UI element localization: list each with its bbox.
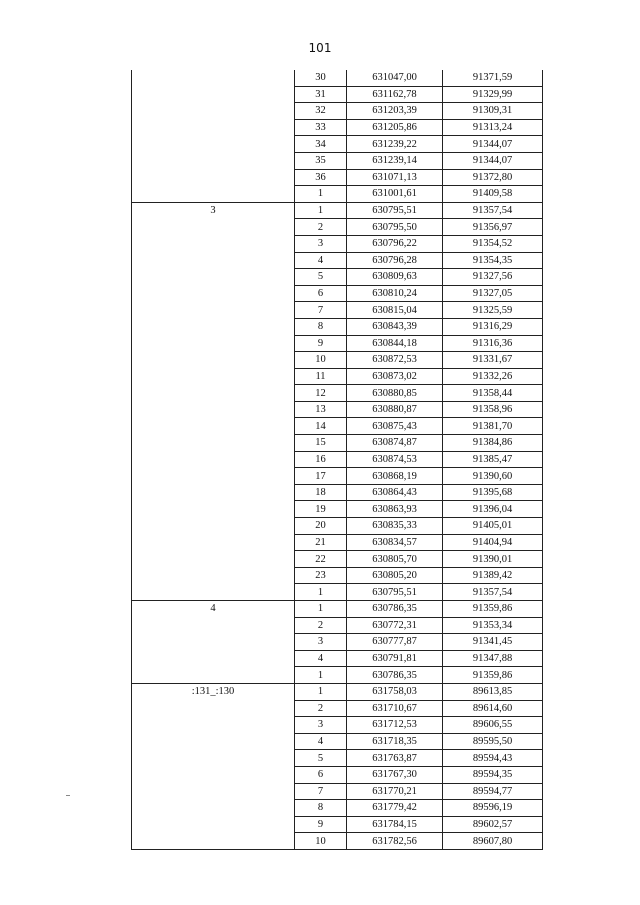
point-number-cell: 19 xyxy=(295,501,347,518)
point-number-cell: 21 xyxy=(295,534,347,551)
point-number-cell: 35 xyxy=(295,152,347,169)
point-number-cell: 32 xyxy=(295,103,347,120)
point-number-cell: 3 xyxy=(295,235,347,252)
point-number-cell: 33 xyxy=(295,119,347,136)
y-coordinate-cell: 89594,43 xyxy=(443,750,543,767)
y-coordinate-cell: 91358,96 xyxy=(443,401,543,418)
x-coordinate-cell: 630805,20 xyxy=(347,567,443,584)
point-number-cell: 3 xyxy=(295,717,347,734)
x-coordinate-cell: 631710,67 xyxy=(347,700,443,717)
y-coordinate-cell: 91390,01 xyxy=(443,551,543,568)
y-coordinate-cell: 91354,52 xyxy=(443,235,543,252)
point-number-cell: 7 xyxy=(295,302,347,319)
point-number-cell: 8 xyxy=(295,318,347,335)
x-coordinate-cell: 630835,33 xyxy=(347,518,443,535)
y-coordinate-cell: 91354,35 xyxy=(443,252,543,269)
y-coordinate-cell: 91371,59 xyxy=(443,70,543,86)
point-number-cell: 9 xyxy=(295,816,347,833)
point-number-cell: 4 xyxy=(295,733,347,750)
point-number-cell: 3 xyxy=(295,634,347,651)
table-row xyxy=(132,601,543,618)
x-coordinate-cell: 630872,53 xyxy=(347,352,443,369)
x-coordinate-cell: 631779,42 xyxy=(347,800,443,817)
point-number-cell: 4 xyxy=(295,650,347,667)
x-coordinate-cell: 630809,63 xyxy=(347,269,443,286)
x-coordinate-cell: 630795,51 xyxy=(347,202,443,219)
x-coordinate-cell: 630844,18 xyxy=(347,335,443,352)
point-number-cell: 31 xyxy=(295,86,347,103)
coordinates-table-body xyxy=(132,70,543,849)
y-coordinate-cell: 91327,05 xyxy=(443,285,543,302)
y-coordinate-cell: 91344,07 xyxy=(443,152,543,169)
page-number: 101 xyxy=(308,41,332,55)
x-coordinate-cell: 630874,87 xyxy=(347,435,443,452)
y-coordinate-cell: 91313,24 xyxy=(443,119,543,136)
parcel-label-cell: 4 xyxy=(132,601,295,684)
point-number-cell: 34 xyxy=(295,136,347,153)
x-coordinate-cell: 630880,85 xyxy=(347,385,443,402)
y-coordinate-cell: 91316,36 xyxy=(443,335,543,352)
point-number-cell: 6 xyxy=(295,285,347,302)
y-coordinate-cell: 91309,31 xyxy=(443,103,543,120)
x-coordinate-cell: 630875,43 xyxy=(347,418,443,435)
point-number-cell: 1 xyxy=(295,601,347,618)
coordinates-table-container xyxy=(131,70,542,850)
y-coordinate-cell: 89595,50 xyxy=(443,733,543,750)
point-number-cell: 5 xyxy=(295,750,347,767)
y-coordinate-cell: 89607,80 xyxy=(443,833,543,850)
parcel-label-cell: :131_:130 xyxy=(132,683,295,849)
x-coordinate-cell: 631767,30 xyxy=(347,766,443,783)
x-coordinate-cell: 630863,93 xyxy=(347,501,443,518)
parcel-label-cell: 3 xyxy=(132,202,295,600)
point-number-cell: 5 xyxy=(295,269,347,286)
x-coordinate-cell: 631162,78 xyxy=(347,86,443,103)
y-coordinate-cell: 91356,97 xyxy=(443,219,543,236)
x-coordinate-cell: 631782,56 xyxy=(347,833,443,850)
y-coordinate-cell: 91404,94 xyxy=(443,534,543,551)
y-coordinate-cell: 91396,04 xyxy=(443,501,543,518)
coordinates-table xyxy=(131,70,543,850)
point-number-cell: 1 xyxy=(295,584,347,601)
x-coordinate-cell: 631770,21 xyxy=(347,783,443,800)
y-coordinate-cell: 91327,56 xyxy=(443,269,543,286)
x-coordinate-cell: 630791,81 xyxy=(347,650,443,667)
x-coordinate-cell: 630868,19 xyxy=(347,468,443,485)
x-coordinate-cell: 630796,28 xyxy=(347,252,443,269)
point-number-cell: 1 xyxy=(295,683,347,700)
x-coordinate-cell: 630834,57 xyxy=(347,534,443,551)
x-coordinate-cell: 630786,35 xyxy=(347,601,443,618)
y-coordinate-cell: 89596,19 xyxy=(443,800,543,817)
y-coordinate-cell: 89602,57 xyxy=(443,816,543,833)
y-coordinate-cell: 91384,86 xyxy=(443,435,543,452)
y-coordinate-cell: 91331,67 xyxy=(443,352,543,369)
x-coordinate-cell: 630786,35 xyxy=(347,667,443,684)
x-coordinate-cell: 630772,31 xyxy=(347,617,443,634)
x-coordinate-cell: 631239,14 xyxy=(347,152,443,169)
point-number-cell: 4 xyxy=(295,252,347,269)
y-coordinate-cell: 91332,26 xyxy=(443,368,543,385)
point-number-cell: 11 xyxy=(295,368,347,385)
point-number-cell: 14 xyxy=(295,418,347,435)
x-coordinate-cell: 630777,87 xyxy=(347,634,443,651)
x-coordinate-cell: 630880,87 xyxy=(347,401,443,418)
x-coordinate-cell: 631718,35 xyxy=(347,733,443,750)
y-coordinate-cell: 89606,55 xyxy=(443,717,543,734)
x-coordinate-cell: 631763,87 xyxy=(347,750,443,767)
y-coordinate-cell: 89614,60 xyxy=(443,700,543,717)
point-number-cell: 20 xyxy=(295,518,347,535)
y-coordinate-cell: 91353,34 xyxy=(443,617,543,634)
point-number-cell: 2 xyxy=(295,617,347,634)
x-coordinate-cell: 630810,24 xyxy=(347,285,443,302)
point-number-cell: 10 xyxy=(295,833,347,850)
y-coordinate-cell: 91357,54 xyxy=(443,584,543,601)
point-number-cell: 2 xyxy=(295,219,347,236)
y-coordinate-cell: 91390,60 xyxy=(443,468,543,485)
point-number-cell: 36 xyxy=(295,169,347,186)
margin-mark xyxy=(66,795,70,796)
point-number-cell: 12 xyxy=(295,385,347,402)
point-number-cell: 8 xyxy=(295,800,347,817)
x-coordinate-cell: 631205,86 xyxy=(347,119,443,136)
y-coordinate-cell: 91344,07 xyxy=(443,136,543,153)
point-number-cell: 10 xyxy=(295,352,347,369)
point-number-cell: 1 xyxy=(295,186,347,203)
y-coordinate-cell: 91347,88 xyxy=(443,650,543,667)
y-coordinate-cell: 91381,70 xyxy=(443,418,543,435)
y-coordinate-cell: 91359,86 xyxy=(443,667,543,684)
y-coordinate-cell: 91385,47 xyxy=(443,451,543,468)
x-coordinate-cell: 631001,61 xyxy=(347,186,443,203)
point-number-cell: 6 xyxy=(295,766,347,783)
x-coordinate-cell: 630874,53 xyxy=(347,451,443,468)
table-row xyxy=(132,70,543,86)
x-coordinate-cell: 630864,43 xyxy=(347,484,443,501)
x-coordinate-cell: 630805,70 xyxy=(347,551,443,568)
x-coordinate-cell: 630796,22 xyxy=(347,235,443,252)
point-number-cell: 7 xyxy=(295,783,347,800)
x-coordinate-cell: 630795,51 xyxy=(347,584,443,601)
y-coordinate-cell: 91389,42 xyxy=(443,567,543,584)
point-number-cell: 23 xyxy=(295,567,347,584)
x-coordinate-cell: 631758,03 xyxy=(347,683,443,700)
y-coordinate-cell: 91409,58 xyxy=(443,186,543,203)
y-coordinate-cell: 91316,29 xyxy=(443,318,543,335)
y-coordinate-cell: 89594,77 xyxy=(443,783,543,800)
table-row xyxy=(132,202,543,219)
parcel-label-cell xyxy=(132,70,295,202)
point-number-cell: 16 xyxy=(295,451,347,468)
y-coordinate-cell: 91405,01 xyxy=(443,518,543,535)
x-coordinate-cell: 630873,02 xyxy=(347,368,443,385)
x-coordinate-cell: 630843,39 xyxy=(347,318,443,335)
y-coordinate-cell: 91325,59 xyxy=(443,302,543,319)
y-coordinate-cell: 91359,86 xyxy=(443,601,543,618)
point-number-cell: 15 xyxy=(295,435,347,452)
x-coordinate-cell: 631239,22 xyxy=(347,136,443,153)
y-coordinate-cell: 91395,68 xyxy=(443,484,543,501)
point-number-cell: 13 xyxy=(295,401,347,418)
x-coordinate-cell: 630795,50 xyxy=(347,219,443,236)
point-number-cell: 18 xyxy=(295,484,347,501)
y-coordinate-cell: 89613,85 xyxy=(443,683,543,700)
x-coordinate-cell: 631203,39 xyxy=(347,103,443,120)
x-coordinate-cell: 631784,15 xyxy=(347,816,443,833)
y-coordinate-cell: 91358,44 xyxy=(443,385,543,402)
y-coordinate-cell: 91357,54 xyxy=(443,202,543,219)
y-coordinate-cell: 89594,35 xyxy=(443,766,543,783)
y-coordinate-cell: 91372,80 xyxy=(443,169,543,186)
x-coordinate-cell: 630815,04 xyxy=(347,302,443,319)
point-number-cell: 22 xyxy=(295,551,347,568)
y-coordinate-cell: 91329,99 xyxy=(443,86,543,103)
table-row xyxy=(132,683,543,700)
point-number-cell: 17 xyxy=(295,468,347,485)
x-coordinate-cell: 631712,53 xyxy=(347,717,443,734)
point-number-cell: 1 xyxy=(295,202,347,219)
y-coordinate-cell: 91341,45 xyxy=(443,634,543,651)
point-number-cell: 2 xyxy=(295,700,347,717)
point-number-cell: 9 xyxy=(295,335,347,352)
x-coordinate-cell: 631047,00 xyxy=(347,70,443,86)
point-number-cell: 30 xyxy=(295,70,347,86)
point-number-cell: 1 xyxy=(295,667,347,684)
x-coordinate-cell: 631071,13 xyxy=(347,169,443,186)
